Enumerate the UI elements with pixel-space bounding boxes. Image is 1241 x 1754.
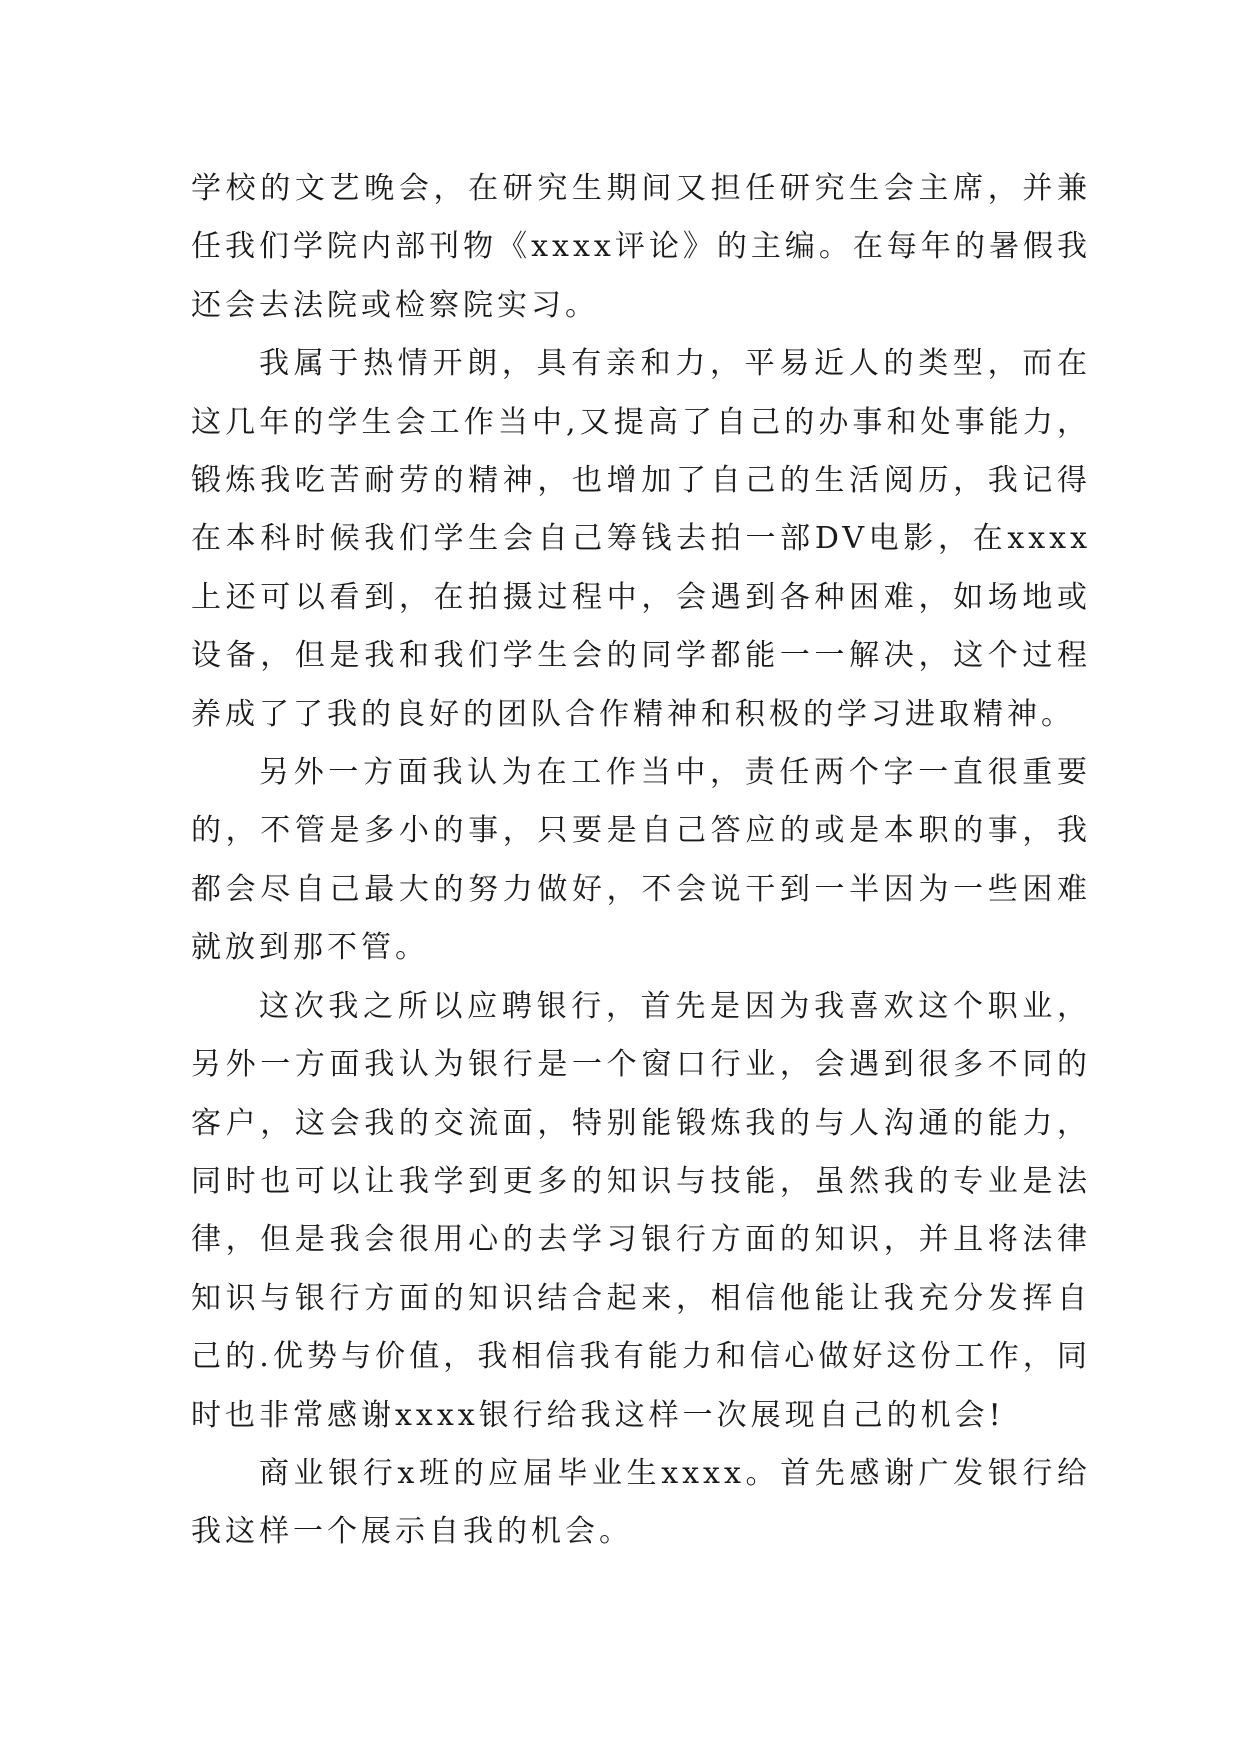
paragraph-1: 学校的文艺晚会，在研究生期间又担任研究生会主席，并兼任我们学院内部刊物《xxxx评论》的主编。在每年的暑假我还会去法院或检察院实习。	[191, 171, 1091, 323]
paragraph-4: 这次我之所以应聘银行，首先是因为我喜欢这个职业，另外一方面我认为银行是一个窗口行业，会遇到很多不同的客户，这会我的交流面，特别能锻炼我的与人沟通的能力，同时也可以让我学到更多的知识与技能，虽然我的专业是法律，但是我会很用心的去学习银行方面的知识，并且将法律知识与银行方面的知识结合起来，相信他能让我充分发挥自己的.优势与价值，我相信我有能力和信心做好这份工作，同时也非常感谢xxxx银行给我这样一次展现自己的机会!	[191, 988, 1091, 1433]
document-body	[191, 160, 1091, 1562]
paragraph-5: 商业银行x班的应届毕业生xxxx。首先感谢广发银行给我这样一个展示自我的机会。	[191, 1455, 1091, 1550]
paragraph-3: 另外一方面我认为在工作当中，责任两个字一直很重要的，不管是多小的事，只要是自己答应的或是本职的事，我都会尽自己最大的努力做好，不会说干到一半因为一些困难就放到那不管。	[191, 755, 1091, 966]
paragraph-2: 我属于热情开朗，具有亲和力，平易近人的类型，而在这几年的学生会工作当中,又提高了自己的办事和处事能力，锻炼我吃苦耐劳的精神，也增加了自己的生活阅历，我记得在本科时候我们学生会自己筹钱去拍一部DV电影，在xxxx上还可以看到，在拍摄过程中，会遇到各种困难，如场地或设备，但是我和我们学生会的同学都能一一解决，这个过程养成了了我的良好的团队合作精神和积极的学习进取精神。	[191, 346, 1091, 732]
